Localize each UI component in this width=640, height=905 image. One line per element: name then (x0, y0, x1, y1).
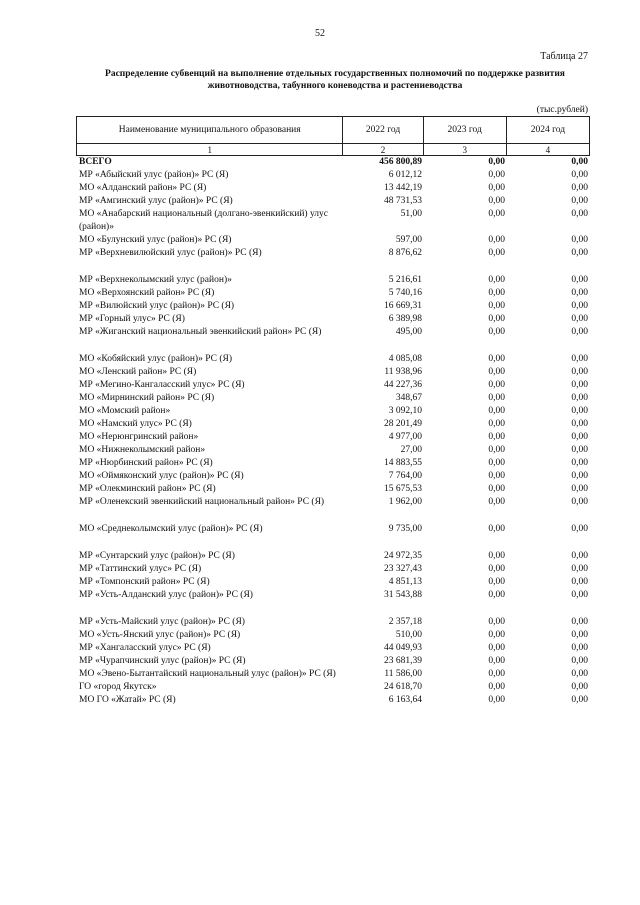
cell-name: МР «Вилюйский улус (район)» РС (Я) (79, 301, 235, 311)
cell-2023: 0,00 (488, 393, 505, 403)
cell-2024: 0,00 (571, 301, 588, 311)
cell-2024: 0,00 (571, 157, 588, 167)
cell-2022: 456 800,89 (379, 157, 422, 167)
cell-2024: 0,00 (571, 367, 588, 377)
cell-2023: 0,00 (488, 656, 505, 666)
table-row (76, 496, 590, 509)
header-2024: 2024 год (506, 117, 589, 143)
cell-2023: 0,00 (488, 235, 505, 245)
cell-name: МО «Верхоянский район» РС (Я) (79, 288, 215, 298)
cell-2024: 0,00 (571, 445, 588, 455)
cell-2024: 0,00 (571, 170, 588, 180)
cell-2022: 597,00 (395, 235, 422, 245)
cell-name: МР «Оленекский эвенкийский национальный район» РС (Я) (79, 497, 325, 507)
cell-name: МО «Булунский улус (район)» РС (Я) (79, 235, 232, 245)
table-row (76, 208, 590, 234)
cell-2022: 495,00 (395, 327, 422, 337)
cell-2024: 0,00 (571, 524, 588, 534)
cell-2022: 3 092,10 (388, 406, 422, 416)
cell-2022: 24 972,35 (384, 551, 422, 561)
cell-2023: 0,00 (488, 577, 505, 587)
cell-2022: 28 201,49 (384, 419, 422, 429)
table-row (76, 616, 590, 629)
cell-name: МО «Среднеколымский улус (район)» РС (Я) (79, 524, 263, 534)
cell-name: МР «Хангаласский улус» РС (Я) (79, 643, 211, 653)
document-title: Распределение субвенций на выполнение отдельных государственных полномочий по поддержке развития животноводства, табунного коневодства и растениеводства (105, 69, 565, 91)
table-row (76, 379, 590, 392)
cell-2024: 0,00 (571, 275, 588, 285)
cell-2022: 4 085,08 (388, 354, 422, 364)
cell-2024: 0,00 (571, 564, 588, 574)
table-row (76, 550, 590, 563)
cell-2022: 44 227,36 (384, 380, 422, 390)
table-row (76, 523, 590, 536)
table-row (76, 483, 590, 496)
cell-2023: 0,00 (488, 497, 505, 507)
cell-name: МР «Томпонский район» РС (Я) (79, 577, 210, 587)
cell-2022: 1 962,00 (388, 497, 422, 507)
table-row (76, 169, 590, 182)
table-row (76, 234, 590, 247)
table-row (76, 392, 590, 405)
cell-2024: 0,00 (571, 288, 588, 298)
cell-name: МР «Усть-Алданский улус (район)» РС (Я) (79, 590, 253, 600)
table-row (76, 444, 590, 457)
cell-2022: 6 163,64 (388, 695, 422, 705)
cell-2024: 0,00 (571, 577, 588, 587)
cell-name: МО «Усть-Янский улус (район)» РС (Я) (79, 630, 241, 640)
cell-name: МО «Мирнинский район» РС (Я) (79, 393, 215, 403)
cell-name: МР «Таттинский улус» РС (Я) (79, 564, 202, 574)
cell-2024: 0,00 (571, 183, 588, 193)
cell-2023: 0,00 (488, 432, 505, 442)
cell-2023: 0,00 (488, 669, 505, 679)
cell-2024: 0,00 (571, 617, 588, 627)
cell-2023: 0,00 (488, 327, 505, 337)
cell-2022: 51,00 (400, 209, 422, 219)
cell-2023: 0,00 (488, 419, 505, 429)
table-row (76, 629, 590, 642)
subsidy-table (76, 116, 590, 707)
cell-name: МР «Мегино-Кангаласский улус» РС (Я) (79, 380, 245, 390)
page-number: 52 (315, 28, 325, 39)
cell-2022: 27,00 (400, 445, 422, 455)
cell-2023: 0,00 (488, 248, 505, 258)
table-row (76, 405, 590, 418)
cell-2024: 0,00 (571, 484, 588, 494)
cell-2024: 0,00 (571, 695, 588, 705)
cell-2022: 23 681,39 (384, 656, 422, 666)
table-row (76, 300, 590, 313)
cell-2023: 0,00 (488, 617, 505, 627)
table-header-numbers (76, 144, 590, 156)
cell-2024: 0,00 (571, 248, 588, 258)
cell-2022: 4 851,13 (388, 577, 422, 587)
cell-2022: 23 327,43 (384, 564, 422, 574)
cell-name: МО «Намский улус» РС (Я) (79, 419, 192, 429)
table-row (76, 655, 590, 668)
cell-2024: 0,00 (571, 235, 588, 245)
cell-2024: 0,00 (571, 643, 588, 653)
cell-2023: 0,00 (488, 524, 505, 534)
cell-name: МР «Верхнеколымский улус (район)» (79, 275, 232, 285)
cell-2023: 0,00 (488, 643, 505, 653)
cell-2022: 48 731,53 (384, 196, 422, 206)
cell-2023: 0,00 (488, 183, 505, 193)
table-row (76, 470, 590, 483)
cell-2022: 6 012,12 (388, 170, 422, 180)
table-row (76, 247, 590, 260)
cell-name: МР «Усть-Майский улус (район)» РС (Я) (79, 617, 245, 627)
cell-2024: 0,00 (571, 380, 588, 390)
cell-2023: 0,00 (488, 288, 505, 298)
cell-2023: 0,00 (488, 354, 505, 364)
cell-2024: 0,00 (571, 393, 588, 403)
table-row (76, 195, 590, 208)
header-num-4: 4 (506, 144, 589, 155)
cell-2023: 0,00 (488, 484, 505, 494)
cell-name: ГО «город Якутск» (79, 682, 157, 692)
cell-2024: 0,00 (571, 406, 588, 416)
cell-2024: 0,00 (571, 471, 588, 481)
cell-name: МО ГО «Жатай» РС (Я) (79, 695, 176, 705)
cell-2023: 0,00 (488, 367, 505, 377)
cell-2022: 5 740,16 (388, 288, 422, 298)
cell-name: МО «Ленский район» РС (Я) (79, 367, 197, 377)
cell-2023: 0,00 (488, 406, 505, 416)
cell-name: МР «Верхневилюйский улус (район)» РС (Я) (79, 248, 262, 258)
cell-2024: 0,00 (571, 669, 588, 679)
table-row (76, 431, 590, 444)
cell-2023: 0,00 (488, 301, 505, 311)
cell-2022: 31 543,88 (384, 590, 422, 600)
table-row (76, 563, 590, 576)
table-row (76, 287, 590, 300)
cell-2022: 2 357,18 (388, 617, 422, 627)
cell-2024: 0,00 (571, 314, 588, 324)
cell-name: МР «Олекминский район» РС (Я) (79, 484, 216, 494)
cell-2024: 0,00 (571, 327, 588, 337)
table-row (76, 694, 590, 707)
cell-name: МР «Нюрбинский район» РС (Я) (79, 458, 213, 468)
cell-2024: 0,00 (571, 196, 588, 206)
header-name: Наименование муниципального образования (118, 125, 301, 135)
cell-2022: 6 389,98 (388, 314, 422, 324)
cell-2023: 0,00 (488, 170, 505, 180)
cell-name: МО «Оймяконский улус (район)» РС (Я) (79, 471, 244, 481)
cell-2022: 11 938,96 (384, 367, 422, 377)
cell-2022: 15 675,53 (384, 484, 422, 494)
cell-2023: 0,00 (488, 551, 505, 561)
cell-name: МР «Сунтарский улус (район)» РС (Я) (79, 551, 235, 561)
cell-2023: 0,00 (488, 196, 505, 206)
cell-2023: 0,00 (488, 630, 505, 640)
header-num-2: 2 (342, 144, 422, 155)
cell-2022: 24 618,70 (384, 682, 422, 692)
cell-2022: 5 216,61 (388, 275, 422, 285)
cell-2022: 16 669,31 (384, 301, 422, 311)
cell-2022: 510,00 (395, 630, 422, 640)
cell-2023: 0,00 (488, 380, 505, 390)
cell-2022: 4 977,00 (388, 432, 422, 442)
table-label: Таблица 27 (540, 51, 588, 62)
cell-name: МО «Эвено-Бытантайский национальный улус (район)» РС (Я) (79, 669, 336, 679)
cell-name: МО «Момский район» (79, 406, 171, 416)
table-row (76, 353, 590, 366)
units-label: (тыс.рублей) (536, 105, 588, 115)
table-row (76, 313, 590, 326)
cell-name: МР «Горный улус» РС (Я) (79, 314, 185, 324)
cell-2023: 0,00 (488, 445, 505, 455)
cell-2023: 0,00 (488, 314, 505, 324)
cell-2024: 0,00 (571, 656, 588, 666)
cell-name: МО «Кобяйский улус (район)» РС (Я) (79, 354, 232, 364)
table-row (76, 366, 590, 379)
cell-2023: 0,00 (488, 157, 505, 167)
cell-name: МО «Анабарский национальный (долгано-эвенкийский) улус (район)» (79, 209, 329, 232)
cell-2024: 0,00 (571, 497, 588, 507)
cell-2023: 0,00 (488, 590, 505, 600)
cell-2022: 13 442,19 (384, 183, 422, 193)
cell-2024: 0,00 (571, 419, 588, 429)
cell-2022: 8 876,62 (388, 248, 422, 258)
cell-2022: 9 735,00 (388, 524, 422, 534)
cell-2022: 14 883,55 (384, 458, 422, 468)
cell-2022: 348,67 (395, 393, 422, 403)
cell-2023: 0,00 (488, 471, 505, 481)
cell-name: МР «Абыйский улус (район)» РС (Я) (79, 170, 229, 180)
cell-2024: 0,00 (571, 630, 588, 640)
table-header (76, 116, 590, 144)
header-num-3: 3 (423, 144, 506, 155)
cell-2023: 0,00 (488, 695, 505, 705)
cell-name: МР «Амгинский улус (район)» РС (Я) (79, 196, 233, 206)
cell-2023: 0,00 (488, 209, 505, 219)
table-body (76, 156, 590, 707)
cell-name: МР «Жиганский национальный эвенкийский район» РС (Я) (79, 327, 322, 337)
table-row (76, 457, 590, 470)
cell-2022: 11 586,00 (384, 669, 422, 679)
table-row (76, 576, 590, 589)
cell-2024: 0,00 (571, 458, 588, 468)
cell-2024: 0,00 (571, 551, 588, 561)
cell-name: МО «Алданский район» РС (Я) (79, 183, 207, 193)
table-row (76, 589, 590, 602)
table-row (76, 274, 590, 287)
cell-2023: 0,00 (488, 275, 505, 285)
table-row (76, 642, 590, 655)
cell-name: МО «Нерюнгринский район» (79, 432, 199, 442)
cell-name: МО «Нижнеколымский район» (79, 445, 206, 455)
cell-2023: 0,00 (488, 564, 505, 574)
cell-2024: 0,00 (571, 432, 588, 442)
cell-2024: 0,00 (571, 590, 588, 600)
header-2022: 2022 год (342, 117, 422, 143)
total-row (76, 156, 590, 169)
cell-2024: 0,00 (571, 682, 588, 692)
cell-2022: 44 049,93 (384, 643, 422, 653)
table-row (76, 681, 590, 694)
cell-2024: 0,00 (571, 209, 588, 219)
header-2023: 2023 год (423, 117, 506, 143)
cell-name: МР «Чурапчинский улус (район)» РС (Я) (79, 656, 246, 666)
cell-2022: 7 764,00 (388, 471, 422, 481)
table-row (76, 418, 590, 431)
header-num-1: 1 (207, 144, 212, 155)
cell-2024: 0,00 (571, 354, 588, 364)
cell-2023: 0,00 (488, 682, 505, 692)
cell-name: ВСЕГО (79, 157, 112, 167)
table-row (76, 326, 590, 339)
table-row (76, 182, 590, 195)
cell-2023: 0,00 (488, 458, 505, 468)
table-row (76, 668, 590, 681)
